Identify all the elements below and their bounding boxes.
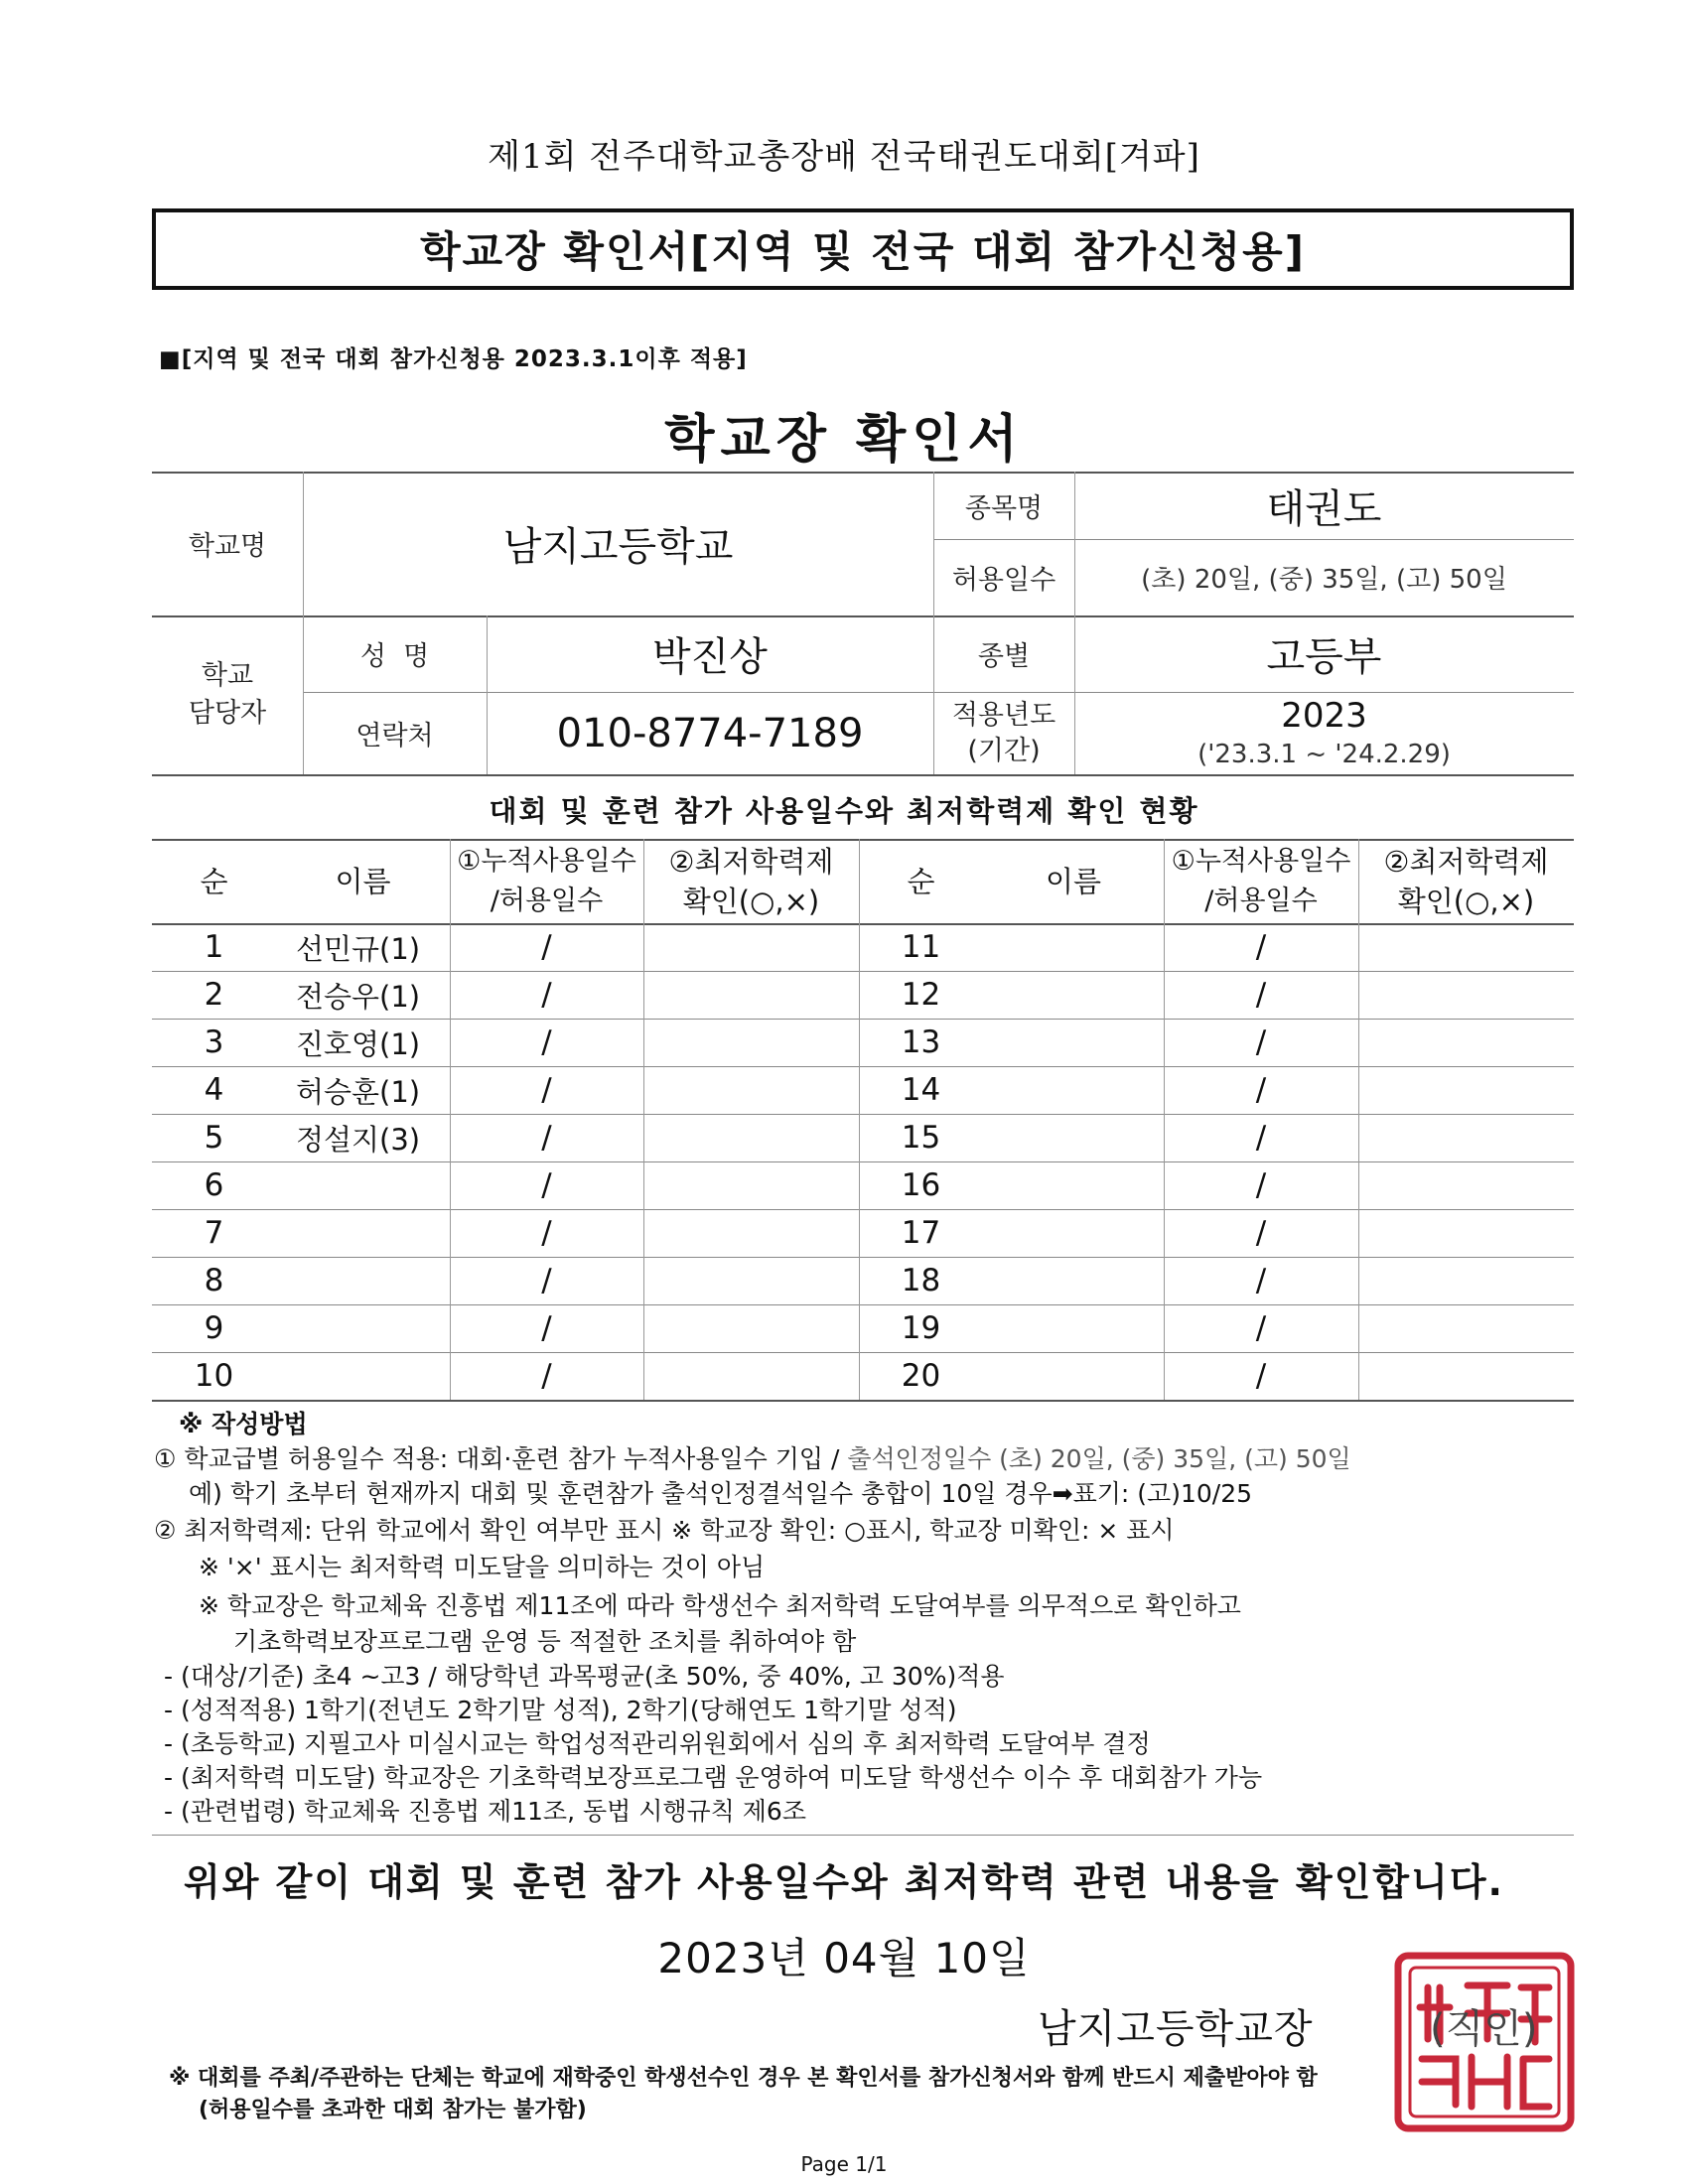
apply-year-label: 적용년도 (기간) (951, 699, 1056, 766)
school-name-value: 남지고등학교 (502, 524, 734, 570)
instruction-line: - (초등학교) 지필고사 미실시교는 학업성적관리위원회에서 심의 후 최저학력 도달여부 결정 (164, 1729, 1151, 1758)
banner-title: 학교장 확인서[지역 및 전국 대회 참가신청용] (152, 208, 1574, 290)
category-label: 종별 (977, 641, 1031, 672)
instructions-heading: ※ 작성방법 (179, 1410, 308, 1438)
document-title: 학교장 확인서 (664, 410, 1024, 470)
divider (152, 1835, 1574, 1836)
table-row-days: / (541, 1072, 552, 1108)
table-row-no: 9 (204, 1310, 224, 1346)
instruction-gray-text: 출석인정일수 (초) 20일, (중) 35일, (고) 50일 (847, 1444, 1351, 1473)
header-no-right: 순 (907, 864, 935, 898)
table-row-days: / (541, 929, 552, 965)
table-row-name: 진호영(1) (296, 1026, 421, 1061)
contact-value: 010-8774-7189 (556, 710, 864, 756)
table-row-no: 3 (204, 1024, 224, 1060)
instruction-text: ① 학교급별 허용일수 적용: 대회·훈련 참가 누적사용일수 기입 / (154, 1444, 848, 1473)
table-row-days: / (1255, 929, 1267, 965)
allowed-days-label: 허용일수 (951, 565, 1056, 596)
header-check-left: ②최저학력제 확인(○,×) (668, 844, 834, 918)
table-row-no: 4 (204, 1072, 224, 1108)
footnote-line: ※ 대회를 주최/주관하는 단체는 학교에 재학중인 학생선수인 경우 본 확인서를 참가신청서와 함께 반드시 제출받아야 함 (169, 2066, 1318, 2091)
footnote-line: (허용일수를 초과한 대회 참가는 불가함) (199, 2098, 587, 2122)
instruction-line: ※ '×' 표시는 최저학력 미도달을 의미하는 것이 아님 (199, 1553, 766, 1581)
manager-name-value: 박진상 (652, 634, 768, 680)
header-name-right: 이름 (1045, 864, 1102, 898)
apply-year-value: 2023 (1281, 696, 1367, 736)
header-name-left: 이름 (335, 864, 391, 898)
table-row-days: / (541, 1310, 552, 1346)
table-row-days: / (541, 1358, 552, 1394)
table-row-no: 8 (204, 1263, 224, 1298)
table-row-days: / (1255, 1120, 1267, 1156)
section-title: 대회 및 훈련 참가 사용일수와 최저학력제 확인 현황 (489, 794, 1199, 828)
table-row-no: 15 (901, 1120, 941, 1156)
table-row-no: 20 (901, 1358, 941, 1394)
table-row-no: 11 (901, 929, 941, 965)
table-row-name: 정설지(3) (296, 1122, 421, 1157)
allowed-days-value: (초) 20일, (중) 35일, (고) 50일 (1141, 565, 1507, 595)
school-name-label: 학교명 (188, 531, 267, 562)
instruction-line: 기초학력보장프로그램 운영 등 적절한 조치를 취하여야 함 (233, 1627, 857, 1656)
instruction-line: - (대상/기준) 초4 ~고3 / 해당학년 과목평균(초 50%, 중 40%, 고 30%)적용 (164, 1662, 1005, 1691)
table-row-days: / (1255, 1263, 1267, 1298)
instruction-line: - (최저학력 미도달) 학교장은 기초학력보장프로그램 운영하여 미도달 학생선수 이수 후 대회참가 가능 (164, 1763, 1263, 1792)
instruction-line: ※ 학교장은 학교체육 진흥법 제11조에 따라 학생선수 최저학력 도달여부를 의무적으로 확인하고 (199, 1591, 1241, 1620)
manager-name-label: 성 명 (359, 641, 430, 672)
page-number: Page 1/1 (800, 2152, 888, 2176)
table-row-days: / (1255, 1024, 1267, 1060)
principal-signature-line: 남지고등학교장 (1038, 2006, 1314, 2052)
table-row-no: 10 (194, 1358, 234, 1394)
seal-label: (직인) (1430, 2006, 1538, 2052)
header-check-right: ②최저학력제 확인(○,×) (1383, 844, 1549, 918)
table-row-no: 12 (901, 977, 941, 1013)
table-row-no: 6 (204, 1167, 224, 1203)
confirmation-statement: 위와 같이 대회 및 훈련 참가 사용일수와 최저학력 관련 내용을 확인합니다. (184, 1860, 1504, 1904)
footnote (169, 2063, 1318, 2126)
table-row-days: / (541, 1120, 552, 1156)
table-row-no: 18 (901, 1263, 941, 1298)
table-row-days: / (541, 1263, 552, 1298)
table-row-no: 1 (204, 929, 224, 965)
instruction-line (154, 1442, 1351, 1476)
table-row-days: / (541, 1167, 552, 1203)
event-value: 태권도 (1266, 485, 1382, 532)
header-no-left: 순 (200, 864, 228, 898)
event-title: 제1회 전주대학교총장배 전국태권도대회[겨파] (488, 137, 1200, 177)
table-row-days: / (541, 1215, 552, 1251)
table-row-name: 전승우(1) (296, 979, 421, 1014)
table-row-days: / (1255, 1358, 1267, 1394)
header-days-right: ①누적사용일수 /허용일수 (1171, 845, 1351, 916)
instruction-line: - (관련법령) 학교체육 진흥법 제11조, 동법 시행규칙 제6조 (164, 1797, 806, 1826)
application-note: ■[지역 및 전국 대회 참가신청용 2023.3.1이후 적용] (159, 346, 748, 372)
table-row-no: 7 (204, 1215, 224, 1251)
table-row-days: / (1255, 1072, 1267, 1108)
category-value: 고등부 (1266, 634, 1382, 680)
table-row-days: / (1255, 977, 1267, 1013)
table-row-days: / (541, 977, 552, 1013)
table-row-no: 2 (204, 977, 224, 1013)
table-row-no: 17 (901, 1215, 941, 1251)
contact-label: 연락처 (355, 721, 434, 751)
table-row-no: 19 (901, 1310, 941, 1346)
table-row-days: / (1255, 1215, 1267, 1251)
table-row-days: / (1255, 1310, 1267, 1346)
table-row-no: 5 (204, 1120, 224, 1156)
table-row-no: 14 (901, 1072, 941, 1108)
table-row-days: / (1255, 1167, 1267, 1203)
table-row-no: 13 (901, 1024, 941, 1060)
table-row-days: / (541, 1024, 552, 1060)
instruction-line: ② 최저학력제: 단위 학교에서 확인 여부만 표시 ※ 학교장 확인: ○표시, 학교장 미확인: × 표시 (154, 1516, 1175, 1545)
instruction-line: - (성적적용) 1학기(전년도 2학기말 성적), 2학기(당해연도 1학기말 성적) (164, 1696, 957, 1724)
school-manager-label: 학교 담당자 (188, 660, 267, 729)
table-row-no: 16 (901, 1167, 941, 1203)
header-days-left: ①누적사용일수 /허용일수 (457, 845, 636, 916)
event-label: 종목명 (964, 492, 1044, 524)
table-row-name: 허승훈(1) (296, 1074, 421, 1109)
table-row-name: 선민규(1) (296, 931, 421, 966)
apply-period-value: ('23.3.1 ~ '24.2.29) (1197, 740, 1451, 769)
issue-date: 2023년 04월 10일 (657, 1934, 1031, 1982)
instruction-line: 예) 학기 초부터 현재까지 대회 및 훈련참가 출석인정결석일수 총합이 10일 경우➡표기: (고)10/25 (189, 1479, 1253, 1508)
